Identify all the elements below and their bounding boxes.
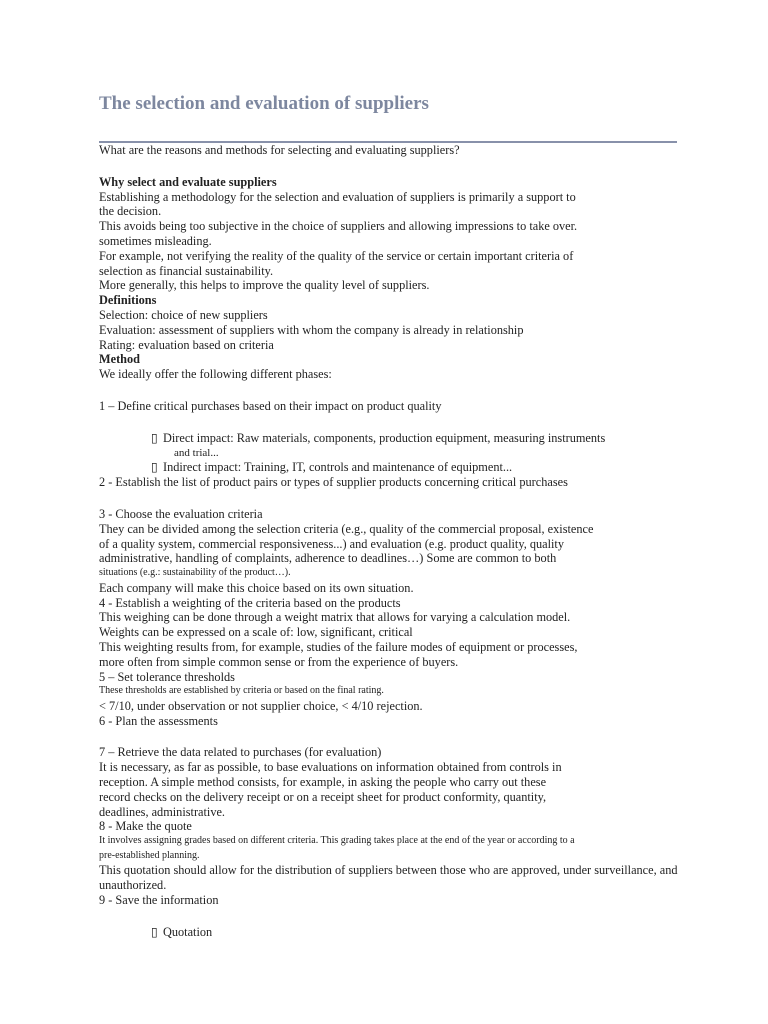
why-line: sometimes misleading.	[99, 233, 212, 248]
why-line: More generally, this helps to improve the quality level of suppliers.	[99, 278, 430, 293]
step-3-line: Each company will make this choice based on its own situation.	[99, 580, 414, 595]
step-7-line: reception. A simple method consists, for example, in asking the people who carry out these	[99, 775, 547, 790]
bullet-continuation: and trial...	[174, 446, 219, 459]
definition-line: Selection: choice of new suppliers	[99, 307, 268, 322]
step-2: 2 - Establish the list of product pairs or types of supplier products concerning critical purchases	[99, 475, 568, 490]
step-8: 8 - Make the quote	[99, 819, 192, 834]
step-7-line: record checks on the delivery receipt or on a receipt sheet for product conformity, quantity,	[99, 789, 547, 804]
step-3-line: of a quality system, commercial responsiveness...) and evaluation (e.g. product quality, quality	[99, 536, 564, 551]
method-intro: We ideally offer the following different phases:	[99, 367, 332, 382]
step-5-line: < 7/10, under observation or not supplier choice, < 4/10 rejection.	[99, 698, 423, 713]
step-5-note: These thresholds are established by criteria or based on the final rating.	[99, 685, 384, 697]
step-7-line: deadlines, administrative.	[99, 804, 226, 819]
step-8-line: unauthorized.	[99, 878, 167, 893]
step-4: 4 - Establish a weighting of the criteria based on the products	[99, 595, 401, 610]
step-4-line: This weighing can be done through a weight matrix that allows for varying a calculation model.	[99, 610, 571, 625]
step-8-note: It involves assigning grades based on different criteria. This grading takes place at the end of the year or according to a	[99, 835, 575, 847]
step-3-line: administrative, handling of complaints, adherence to deadlines…) Some are common to both	[99, 551, 557, 566]
step-6: 6 - Plan the assessments	[99, 713, 218, 728]
step-3: 3 - Choose the evaluation criteria	[99, 506, 263, 521]
step-8-line: This quotation should allow for the distribution of suppliers between those who are approved, under surveillance, and	[99, 863, 678, 878]
step-9: 9 - Save the information	[99, 893, 219, 908]
intro-question: What are the reasons and methods for selecting and evaluating suppliers?	[99, 143, 460, 157]
why-heading: Why select and evaluate suppliers	[99, 174, 277, 189]
definitions-heading: Definitions	[99, 293, 157, 308]
why-line: Establishing a methodology for the selection and evaluation of suppliers is primarily a support to	[99, 189, 576, 204]
document-title: The selection and evaluation of suppliers	[99, 93, 429, 114]
bullet-icon: ▯	[151, 460, 158, 475]
step-8-note: pre-established planning.	[99, 849, 200, 861]
method-heading: Method	[99, 352, 140, 367]
why-line: For example, not verifying the reality of the quality of the service or certain important criteria of	[99, 248, 574, 263]
why-line: the decision.	[99, 204, 162, 219]
bullet-item: ▯ Quotation	[151, 924, 213, 939]
step-7-line: It is necessary, as far as possible, to base evaluations on information obtained from controls in	[99, 760, 562, 775]
bullet-icon: ▯	[151, 430, 158, 445]
step-4-line: more often from simple common sense or from the experience of buyers.	[99, 654, 459, 669]
why-line: This avoids being too subjective in the choice of suppliers and allowing impressions to take over.	[99, 219, 578, 234]
step-1: 1 – Define critical purchases based on their impact on product quality	[99, 398, 442, 413]
definition-line: Rating: evaluation based on criteria	[99, 337, 274, 352]
step-4-line: Weights can be expressed on a scale of: low, significant, critical	[99, 625, 413, 640]
step-7: 7 – Retrieve the data related to purchases (for evaluation)	[99, 745, 382, 760]
why-line: selection as financial sustainability.	[99, 263, 274, 278]
step-3-line: They can be divided among the selection criteria (e.g., quality of the commercial proposal, existence	[99, 521, 594, 536]
bullet-icon: ▯	[151, 924, 158, 939]
step-3-note: situations (e.g.: sustainability of the product…).	[99, 567, 291, 579]
bullet-item: ▯ Direct impact: Raw materials, components, production equipment, measuring instruments	[151, 430, 606, 445]
step-5: 5 – Set tolerance thresholds	[99, 669, 235, 684]
step-4-line: This weighting results from, for example, studies of the failure modes of equipment or processes,	[99, 639, 578, 654]
definition-line: Evaluation: assessment of suppliers with whom the company is already in relationship	[99, 322, 524, 337]
bullet-item: ▯ Indirect impact: Training, IT, controls and maintenance of equipment...	[151, 460, 513, 475]
document-body	[99, 143, 699, 940]
